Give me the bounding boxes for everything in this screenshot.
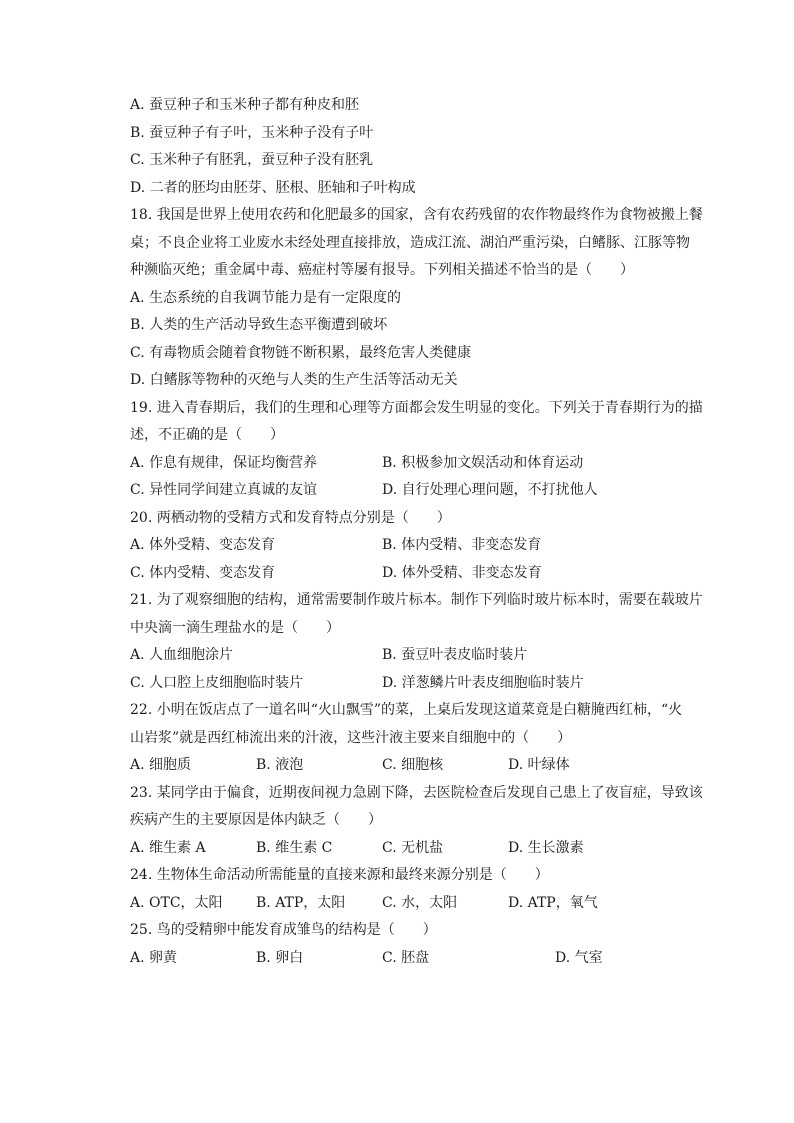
option-22-a: A. 细胞质 [130,757,192,773]
question-stem-line: 25. 鸟的受精卵中能发育成雏鸟的结构是（ ） [130,922,437,938]
option-19-c: C. 异性同学间建立真诚的友谊 [130,482,318,498]
option-17-c: C. 玉米种子有胚乳，蚕豆种子没有胚乳 [130,152,374,168]
option-20-b: B. 体内受精、非变态发育 [382,537,542,553]
question-stem-line: 22. 小明在饭店点了一道名叫“火山飘雪”的菜，上桌后发现这道菜竟是白糖腌西红柿，“火 [130,702,683,718]
option-17-b: B. 蚕豆种子有子叶，玉米种子没有子叶 [130,125,374,141]
option-23-a: A. 维生素 A [130,840,206,856]
option-19-b: B. 积极参加文娱活动和体育运动 [382,455,584,471]
question-stem-line: 24. 生物体生命活动所需能量的直接来源和最终来源分别是（ ） [130,867,549,883]
option-18-c: C. 有毒物质会随着食物链不断积累，最终危害人类健康 [130,345,472,361]
option-20-a: A. 体外受精、变态发育 [130,537,276,553]
question-stem-line: 23. 某同学由于偏食，近期夜间视力急剧下降，去医院检查后发现自己患上了夜盲症，导致该 [130,785,703,801]
question-stem-line: 种濒临灭绝；重金属中毒、癌症村等屡有报导。下列相关描述不恰当的是（ ） [130,262,634,278]
question-stem-line: 述，不正确的是（ ） [130,427,284,443]
option-20-d: D. 体外受精、非变态发育 [382,565,542,581]
option-22-d: D. 叶绿体 [508,757,570,773]
question-stem-line: 20. 两栖动物的受精方式和发育特点分别是（ ） [130,510,451,526]
question-stem-line: 桌；不良企业将工业废水未经处理直接排放，造成江流、湖泊严重污染，白鳍豚、江豚等物 [130,235,690,251]
option-21-c: C. 人口腔上皮细胞临时装片 [130,675,304,691]
option-17-a: A. 蚕豆种子和玉米种子都有种皮和胚 [130,97,360,113]
option-23-c: C. 无机盐 [382,840,444,856]
option-25-d: D. 气室 [555,950,603,966]
question-stem-line: 疾病产生的主要原因是体内缺乏（ ） [130,812,382,828]
option-24-c: C. 水，太阳 [382,895,458,911]
question-stem-line: 18. 我国是世界上使用农药和化肥最多的国家，含有农药残留的农作物最终作为食物被搬上餐 [130,207,703,223]
option-25-b: B. 卵白 [256,950,304,966]
option-18-b: B. 人类的生产活动导致生态平衡遭到破坏 [130,317,388,333]
option-25-a: A. 卵黄 [130,950,178,966]
question-stem-line: 中央滴一滴生理盐水的是（ ） [130,620,340,636]
question-stem-line: 19. 进入青春期后，我们的生理和心理等方面都会发生明显的变化。下列关于青春期行为的描 [130,400,703,416]
option-18-a: A. 生态系统的自我调节能力是有一定限度的 [130,290,402,306]
option-22-c: C. 细胞核 [382,757,444,773]
option-19-d: D. 自行处理心理问题，不打扰他人 [382,482,598,498]
option-22-b: B. 液泡 [256,757,304,773]
option-24-a: A. OTC，太阳 [130,895,223,911]
option-21-d: D. 洋葱鳞片叶表皮细胞临时装片 [382,675,584,691]
option-19-a: A. 作息有规律，保证均衡营养 [130,455,318,471]
question-stem-line: 山岩浆”就是西红柿流出来的汁液，这些汁液主要来自细胞中的（ ） [130,730,572,746]
question-stem-line: 21. 为了观察细胞的结构，通常需要制作玻片标本。制作下列临时玻片标本时，需要在载玻片 [130,592,703,608]
option-20-c: C. 体内受精、变态发育 [130,565,276,581]
option-23-b: B. 维生素 C [256,840,333,856]
option-21-b: B. 蚕豆叶表皮临时装片 [382,647,528,663]
option-24-d: D. ATP，氧气 [508,895,598,911]
option-21-a: A. 人血细胞涂片 [130,647,234,663]
option-23-d: D. 生长激素 [508,840,584,856]
option-17-d: D. 二者的胚均由胚芽、胚根、胚轴和子叶构成 [130,180,416,196]
option-18-d: D. 白鳍豚等物种的灭绝与人类的生产生活等活动无关 [130,372,458,388]
option-24-b: B. ATP，太阳 [256,895,346,911]
option-25-c: C. 胚盘 [382,950,430,966]
